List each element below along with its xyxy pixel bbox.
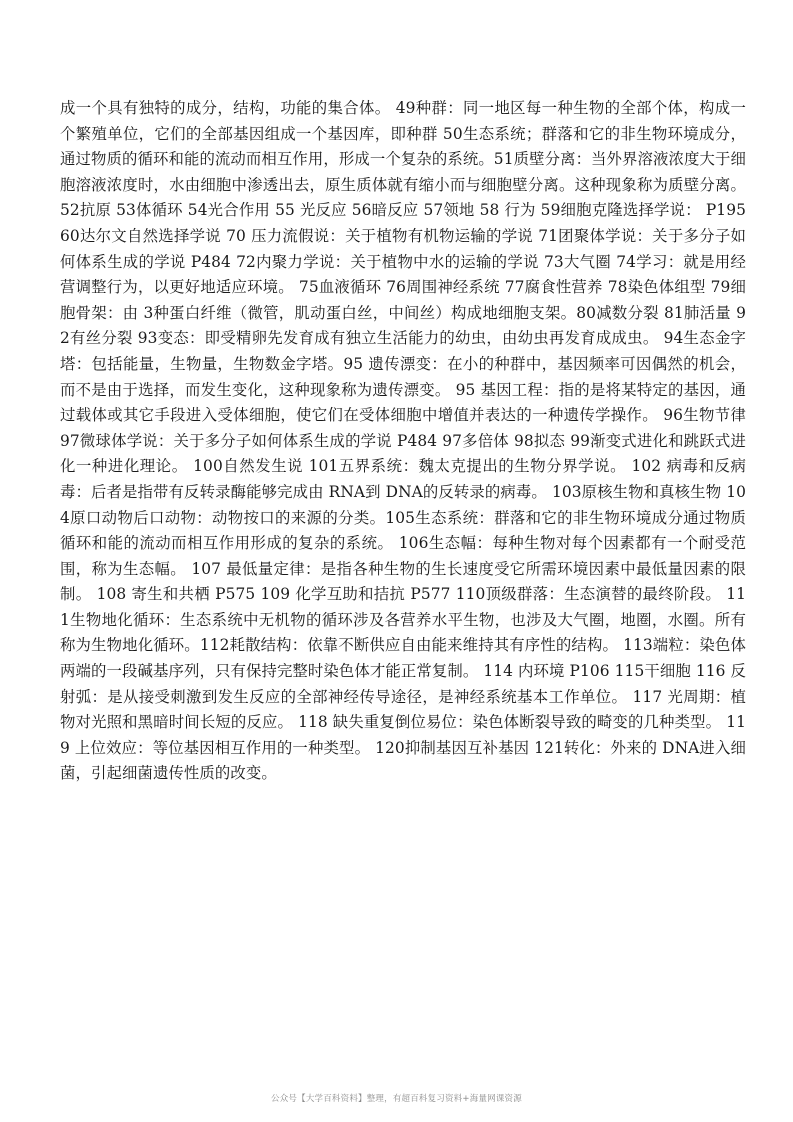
footer-note: 公众号【大学百科资料】整理，有超百科复习资料+海量网课资源 <box>271 1094 522 1104</box>
body-paragraph: 成一个具有独特的成分，结构，功能的集合体。 49种群：同一地区每一种生物的全部个体，构成一个繁殖单位，它们的全部基因组成一个基因库，即种群 50生态系统；群落和它的非生物环境成分，通过物质的循环和能的流动而相互作用，形成一个复杂的系统。51质壁分离：当外界溶液浓度大于细胞溶液浓度时，水由细胞中渗透出去，原生质体就有缩小而与细胞壁分离。这种现象称为质壁分离。 52抗原 53体循环 54光合作用 55 光反应 56暗反应 57领地 58 行为 59细胞克隆选择学说： P195 60达尔文自然选择学说 70 压力流假说：关于植物有机物运输的学说 71团聚体学说：关于多分子如何体系生成的学说 P484 72内聚力学说：关于植物中水的运输的学说 73大气圈 74学习：就是用经营调整行为，以更好地适应环境。 75血液循环 76周围神经系统 77腐食性营养 78染色体组型 79细胞骨架：由 3种蛋白纤维（微管，肌动蛋白丝，中间丝）构成地细胞支架。80减数分裂 81肺活量 92有丝分裂 93变态：即受精卵先发育成有独立生活能力的幼虫，由幼虫再发育成成虫。 94生态金字塔：包括能量，生物量，生物数金字塔。95 遗传漂变：在小的种群中，基因频率可因偶然的机会，而不是由于选择，而发生变化，这种现象称为遗传漂变。 95 基因工程：指的是将某特定的基因，通过载体或其它手段进入受体细胞，使它们在受体细胞中增值并表达的一种遗传学操作。 96生物节律 97微球体学说：关于多分子如何体系生成的学说 P484 97多倍体 98拟态 99渐变式进化和跳跃式进化一种进化理论。 100自然发生说 101五界系统：魏太克提出的生物分界学说。 102 病毒和反病毒：后者是指带有反转录酶能够完成由 RNA到 DNA的反转录的病毒。 103原核生物和真核生物 104原口动物后口动物：动物按口的来源的分类。105生态系统：群落和它的非生物环境成分通过物质循环和能的流动而相互作用形成的复杂的系统。 106生态幅：每种生物对每个因素都有一个耐受范围，称为生态幅。 107 最低量定律：是指各种生物的生长速度受它所需环境因素中最低量因素的限制。 108 寄生和共栖 P575 109 化学互助和拮抗 P577 110顶级群落：生态演替的最终阶段。 111生物地化循环：生态系统中无机物的循环涉及各营养水平生物，也涉及大气圈，地圈，水圈。所有称为生物地化循环。112耗散结构：依靠不断供应自由能来维持其有序性的结构。 113端粒：染色体两端的一段碱基序列，只有保持完整时染色体才能正常复制。 114 内环境 P106 115干细胞 116 反射弧：是从接受刺激到发生反应的全部神经传导途径，是神经系统基本工作单位。 117 光周期：植物对光照和黑暗时间长短的反应。 118 缺失重复倒位易位：染色体断裂导致的畸变的几种类型。 119 上位效应：等位基因相互作用的一种类型。 120抑制基因互补基因 121转化：外来的 DNA进入细菌，引起细菌遗传性质的改变。 <box>60 99 746 783</box>
